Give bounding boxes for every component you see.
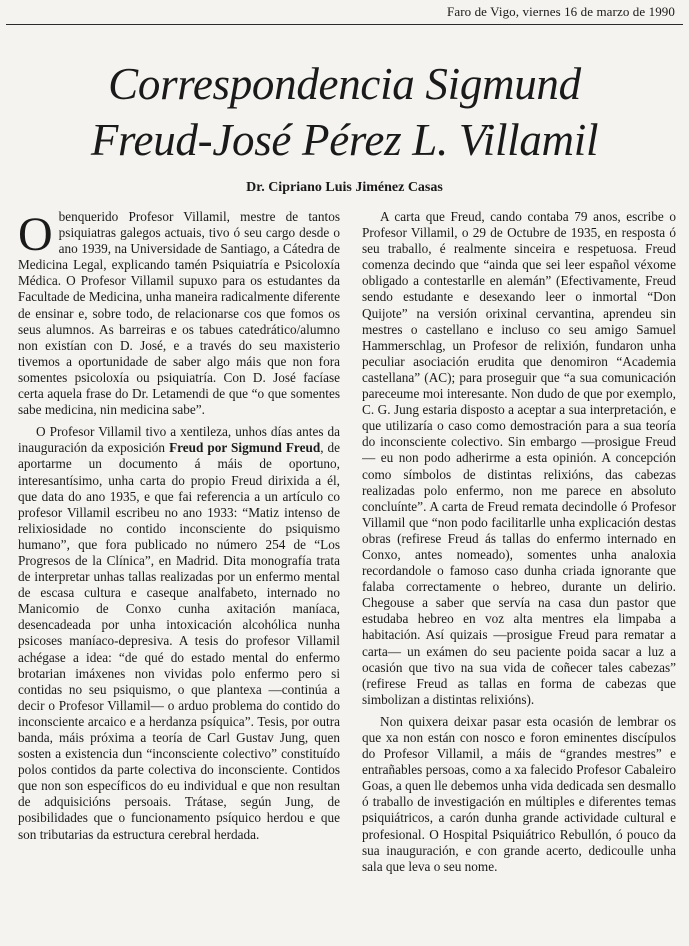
left-paragraph-2-after: , de aportarme un documento á máis de oportuno, interesantísimo, unha carta do propio Freud dirixida a él, que data do ano 1935, e que fai referencia a un artículo co profesor Villamil escribeu no ano 1933: “Matiz intenso de relixiosidade no contido inconsciente do psiquismo humano”, que fora publicado no número 254 de “Los Progresos de la Clínica”, en Madrid. Dita monografía trata de interpretar unhas tallas realizadas por un enfermo mental de escasa cultura e caseque analfabeto, internado no Manicomio de Conxo cunha axitación maníaca, desencadeada por unha intoxicación alcohólica nunha psicoses maníaco-depresiva. A tesis do profesor Villamil achégase a idea: “de qué do estado mental do enfermo brotarian imáxenes non vividas polo enfermo pero si contidas no seu psiquismo, o que plantexa —continúa a decir o Profesor Villamil— o arduo problema do contido do inconsciente arcaico e a herdanza psíquica”. Tesis, por outra banda, máis próxima a teoría de Carl Gustav Jung, quen sosten a existencia dun “inconsciente colectivo” constituído polos contidos da parte colectiva do inconsciente. Contidos que non son específicos do eu individual e que non resultan de adquisicións persoais. Trátase, según Jung, de posibilidades que o funcionamento psíquico herdou e que son tributarias da estructura cerebral herdada.: [18, 440, 340, 842]
left-paragraph-1-text: benquerido Profesor Villamil, mestre de tantos psiquiatras galegos actuais, tivo ó seu cargo desde o ano 1939, na Universidade de Santiago, a Cátedra de Medicina Legal, explicando tamén Psiquiatría e Psicoloxía Médica. O Profesor Villamil supuxo para os estudantes da Facultade de Medicina, unha maneira radicalmente diferente de ensinar e, sobre todo, de relacionarse cos que fomos os seus alumnos. As barreiras e os tabues catedrático/alumno non existían con D. José, e a través do seu maxisterio tivemos a oportunidade de saber algo máis que non fora somentes psicoloxía ou psiquiatría. Con D. José facíase certa aquela frase do Dr. Letamendi de que “o que somentes sabe medicina, nin medicina sabe”.: [18, 209, 340, 418]
article-title: [0, 56, 689, 168]
byline: Dr. Cipriano Luis Jiménez Casas: [246, 180, 443, 195]
right-paragraph-1: A carta que Freud, cando contaba 79 anos, escribe o Profesor Villamil, o 29 de Octubre de 1935, en resposta ó seu traballo, é realmente sinceira e respetuosa. Freud comenza decindo que “ainda que sei leer español véxome obligado a contestarlle en alemán” (Efectivamente, Freud sendo estudante e desexando leer o inmortal “Don Quijote” na versión orixinal cervantina, aprendeu sin mestres o castellano e incluso co seu amigo Samuel Hammerschlag, un Profesor de relixión, fundaron unha peculiar asociación erudita que denomiron “Academia castellana” (AC); para proseguir que “a sua comunicación pareceume moi interesante. Non dudo de que por exemplo, C. G. Jung estaria disposto a aceptar a sua interpretación, e que utilizaría o caso como demostración para a sua teoría do inconsciente colectivo. Sin embargo —prosigue Freud— eu non podo adherirme a esta opinión. A concepción como símbolos de distintas relixións, das cabezas realizadas polo enfermo, non me parece en absoluto concluínte”. A carta de Freud remata decindolle ó Profesor Villamil que “non podo facilitarlle unha explicación destas obras (refirese Freud ás tallas do enfermo internado en Conxo, antes nomeado), somentes unha analoxia recordandole o famoso caso dunha criada ignorante que falaba correctamente o hebreo, durante un delirio. Chegouse a saber que servía na casa dun pastor que estudaba hebreo en voz alta mentres ela limpaba a habitación. Así quizais —prosigue Freud para rematar a carta— un exámen do seu paciente poida sacar a luz a ocasión que tivo na sua vida de coñecer tales cabezas” (refirese Freud as tallas en forma de cabezas que simbolizan a distintas relixións).: [362, 209, 676, 707]
exhibition-name: Freud por Sigmund Freud: [169, 440, 321, 456]
left-paragraph-1: [18, 209, 340, 418]
left-column: [18, 209, 340, 945]
right-column: [362, 209, 676, 945]
left-paragraph-2: [18, 424, 340, 842]
title-line-2: Freud-José Pérez L. Villamil: [90, 115, 599, 165]
newspaper-masthead: Faro de Vigo, viernes 16 de marzo de 1990: [447, 4, 675, 19]
drop-cap: O: [18, 209, 53, 261]
title-line-1: Correspondencia Sigmund: [108, 59, 581, 109]
right-paragraph-2: Non quixera deixar pasar esta ocasión de lembrar os que xa non están con nosco e foron eminentes discípulos do Profesor Villamil, a máis de “grandes mestres” e entrañables persoas, como a xa falecido Profesor Cabaleiro Goas, a quen lle debemos unha vida dedicada sen desmallo ó traballo de investigación en múltiples e diferentes temas psiquiátricos, a carón dunha grande actividade cultural e profesional. O Hospital Psiquiátrico Rebullón, ó pouco da sua inauguración, e con grande acerto, dedicoulle unha sala que leva o seu nome.: [362, 713, 676, 874]
header-rule: [6, 24, 683, 25]
left-paragraph-2-before: O Profesor Villamil tivo a xentileza, unhos días antes da inauguración da exposición: [18, 424, 340, 456]
